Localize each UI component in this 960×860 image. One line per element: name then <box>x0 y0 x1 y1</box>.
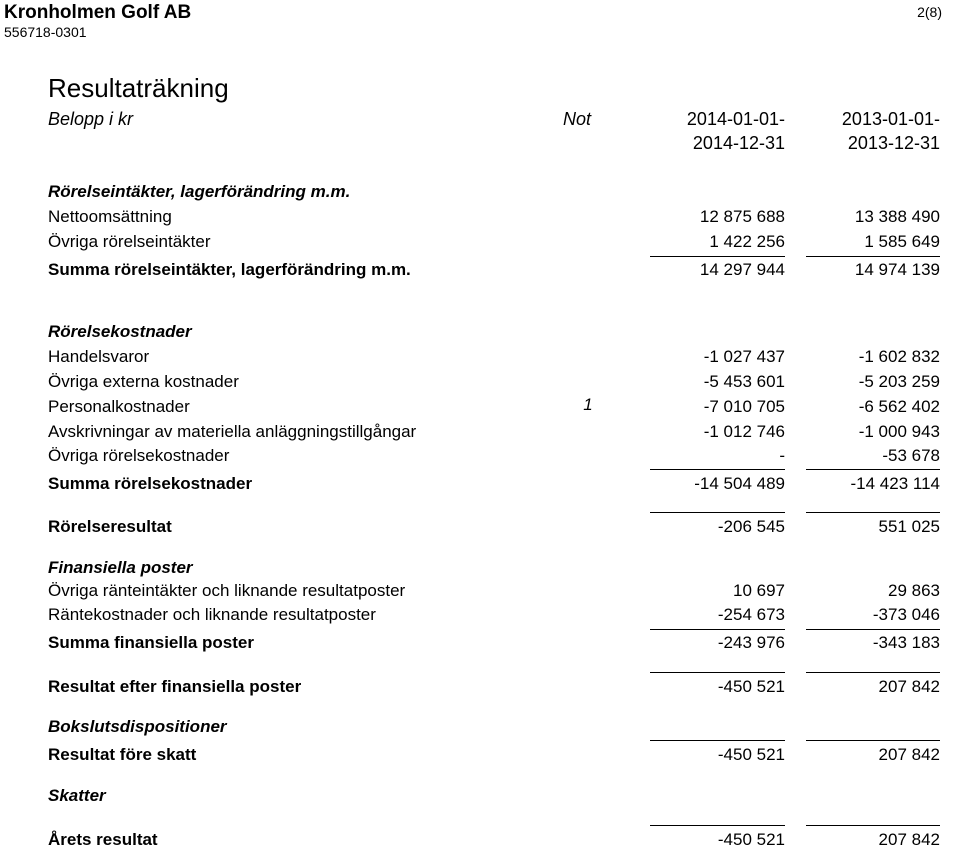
other-costs-2013: -53 678 <box>882 446 940 465</box>
financial-sum-rule-2014 <box>650 629 785 630</box>
other-income-label: Övriga rörelseintäkter <box>48 232 211 251</box>
financial-total-label: Summa finansiella poster <box>48 633 254 652</box>
amount-column-label: Belopp i kr <box>48 109 134 129</box>
costs-total-2014: -14 504 489 <box>694 474 785 493</box>
net-result-rule-2013 <box>806 825 940 826</box>
net-result-2013: 207 842 <box>878 830 940 849</box>
company-name: Kronholmen Golf AB <box>4 2 192 23</box>
period-2013-header-line1: 2013-01-01- <box>841 109 940 129</box>
operating-costs-heading: Rörelsekostnader <box>48 322 192 341</box>
operating-income-heading: Rörelseintäkter, lagerförändring m.m. <box>48 182 351 201</box>
interest-expense-2013: -373 046 <box>872 605 940 624</box>
tax-heading: Skatter <box>48 786 106 805</box>
interest-expense-2014: -254 673 <box>717 605 785 624</box>
operating-result-label: Rörelseresultat <box>48 517 172 536</box>
after-financial-rule-2013 <box>806 672 940 673</box>
income-total-2013: 14 974 139 <box>854 260 940 279</box>
financial-total-2014: -243 976 <box>717 633 785 652</box>
other-costs-label: Övriga rörelsekostnader <box>48 446 230 465</box>
external-costs-2013: -5 203 259 <box>858 372 940 391</box>
org-number: 556718-0301 <box>4 24 87 40</box>
operating-result-rule-2014 <box>650 512 785 513</box>
net-result-label: Årets resultat <box>48 830 158 849</box>
goods-label: Handelsvaror <box>48 347 150 366</box>
costs-total-label: Summa rörelsekostnader <box>48 474 253 493</box>
period-2014-header-line2: 2014-12-31 <box>692 133 785 153</box>
income-sum-rule-2013 <box>806 256 940 257</box>
net-sales-label: Nettoomsättning <box>48 207 172 226</box>
other-income-2013: 1 585 649 <box>864 232 940 251</box>
result-before-tax-2014: -450 521 <box>717 745 785 764</box>
interest-income-2013: 29 863 <box>888 581 940 600</box>
personnel-costs-2013: -6 562 402 <box>858 397 940 416</box>
goods-2014: -1 027 437 <box>703 347 785 366</box>
operating-result-2013: 551 025 <box>878 517 940 536</box>
period-2014-header-line1: 2014-01-01- <box>686 109 785 129</box>
personnel-costs-2014: -7 010 705 <box>703 397 785 416</box>
after-financial-rule-2014 <box>650 672 785 673</box>
note-column-header: Not <box>563 109 592 129</box>
result-after-financial-2014: -450 521 <box>717 677 785 696</box>
net-result-2014: -450 521 <box>717 830 785 849</box>
result-after-financial-2013: 207 842 <box>878 677 940 696</box>
costs-total-2013: -14 423 114 <box>850 474 940 493</box>
before-tax-rule-2014 <box>650 740 785 741</box>
depreciation-2014: -1 012 746 <box>703 422 785 441</box>
financial-total-2013: -343 183 <box>872 633 940 652</box>
external-costs-2014: -5 453 601 <box>703 372 785 391</box>
operating-result-rule-2013 <box>806 512 940 513</box>
depreciation-2013: -1 000 943 <box>858 422 940 441</box>
interest-income-label: Övriga ränteintäkter och liknande resultatposter <box>48 581 406 600</box>
page-number: 2(8) <box>917 4 942 20</box>
goods-2013: -1 602 832 <box>858 347 940 366</box>
interest-income-2014: 10 697 <box>733 581 785 600</box>
other-income-2014: 1 422 256 <box>709 232 785 251</box>
income-total-2014: 14 297 944 <box>699 260 785 279</box>
personnel-note-ref: 1 <box>583 395 593 414</box>
income-sum-rule-2014 <box>650 256 785 257</box>
result-after-financial-label: Resultat efter finansiella poster <box>48 677 302 696</box>
operating-result-2014: -206 545 <box>717 517 785 536</box>
result-before-tax-label: Resultat före skatt <box>48 745 197 764</box>
net-sales-2014: 12 875 688 <box>699 207 785 226</box>
appropriations-heading: Bokslutsdispositioner <box>48 717 227 736</box>
other-costs-2014: - <box>779 446 785 465</box>
period-2013-header-line2: 2013-12-31 <box>847 133 940 153</box>
depreciation-label: Avskrivningar av materiella anläggningstillgångar <box>48 422 417 441</box>
result-before-tax-2013: 207 842 <box>878 745 940 764</box>
personnel-costs-label: Personalkostnader <box>48 397 190 416</box>
costs-sum-rule-2014 <box>650 469 785 470</box>
financial-items-heading: Finansiella poster <box>48 558 193 577</box>
net-sales-2013: 13 388 490 <box>854 207 940 226</box>
costs-sum-rule-2013 <box>806 469 940 470</box>
document-title: Resultaträkning <box>48 73 229 103</box>
interest-expense-label: Räntekostnader och liknande resultatposter <box>48 605 376 624</box>
financial-sum-rule-2013 <box>806 629 940 630</box>
external-costs-label: Övriga externa kostnader <box>48 372 239 391</box>
net-result-rule-2014 <box>650 825 785 826</box>
before-tax-rule-2013 <box>806 740 940 741</box>
income-total-label: Summa rörelseintäkter, lagerförändring m.m. <box>48 260 411 279</box>
